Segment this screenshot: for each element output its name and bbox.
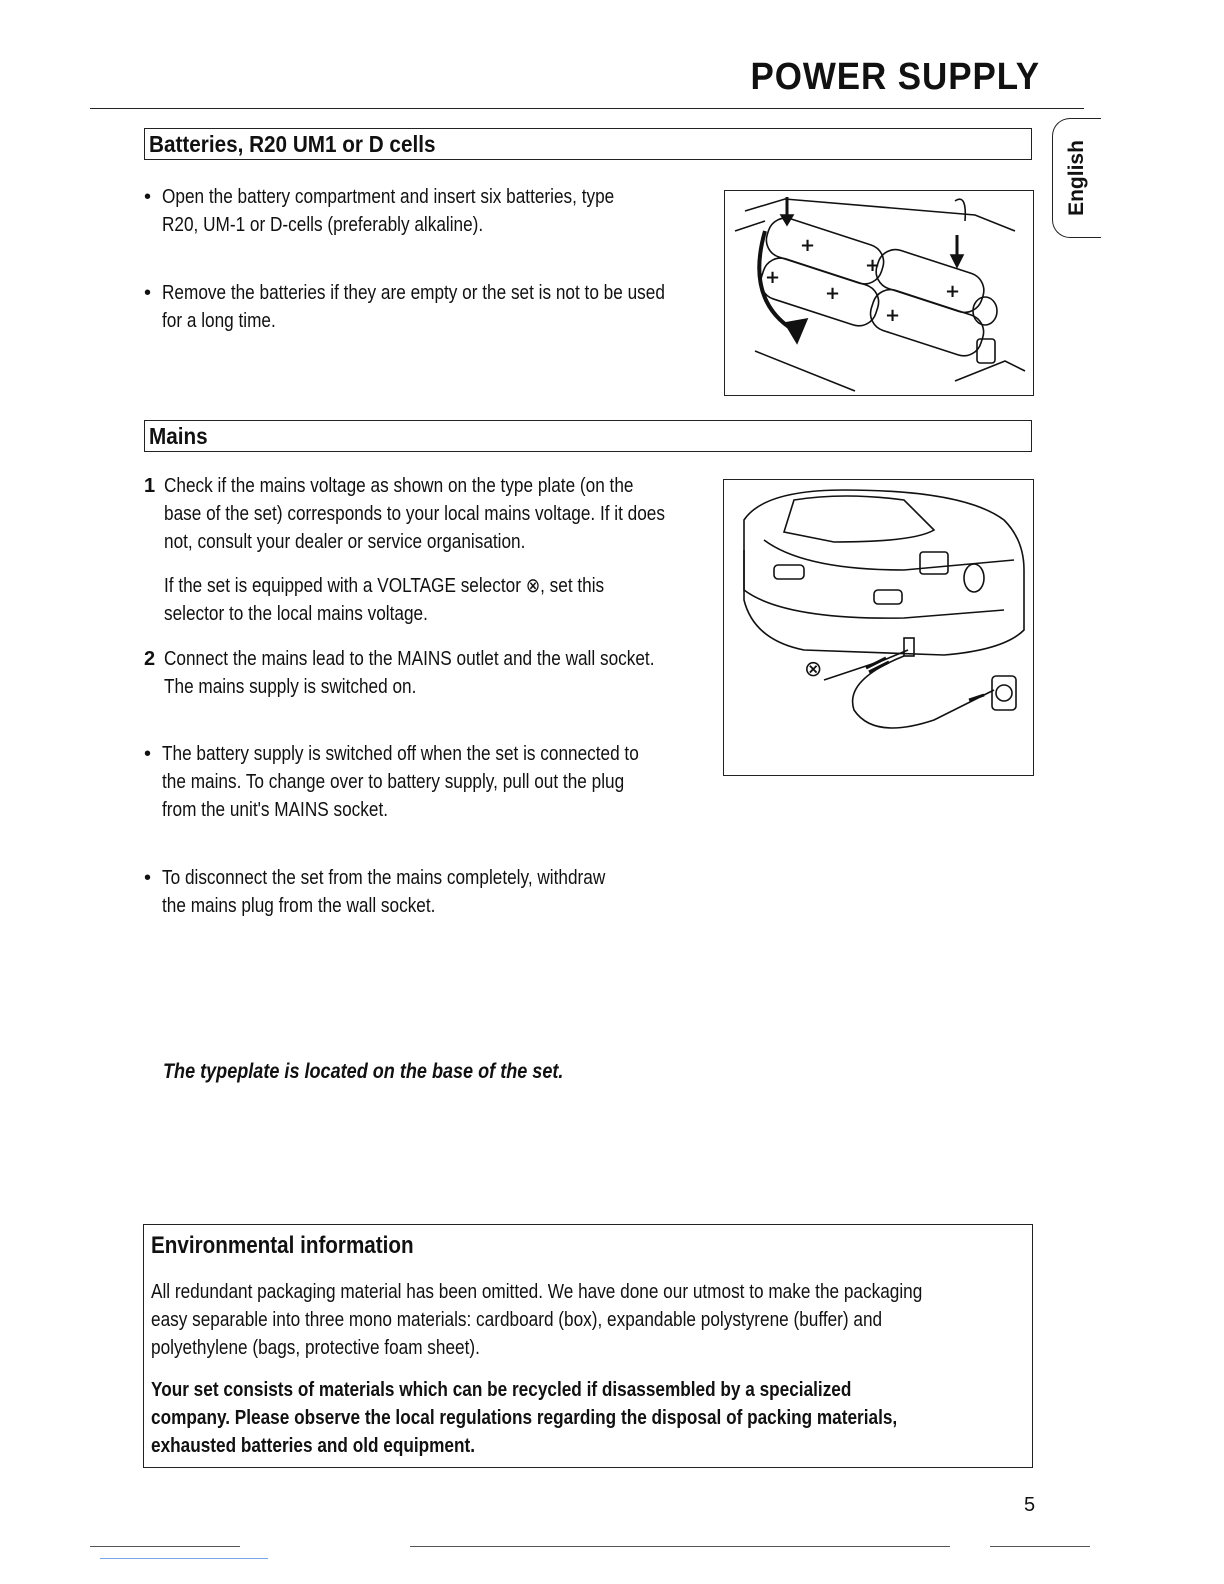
link-underline-artifact (100, 1558, 268, 1559)
svg-text:+: + (800, 235, 816, 256)
step-number: 2 (144, 648, 156, 670)
svg-text:+: + (945, 281, 961, 302)
title-rule (90, 108, 1084, 109)
recycling-notice: Your set consists of materials which can be recycled if disassembled by a specialized company. Please observe the local regulations regarding the disposal of packing materials, exhausted batteries and old equipment. (151, 1379, 898, 1457)
svg-text:+: + (885, 305, 901, 326)
svg-text:+: + (765, 267, 781, 288)
mains-connection-figure (723, 479, 1034, 776)
page-number: 5 (1024, 1494, 1036, 1516)
step-number: 1 (144, 475, 156, 497)
svg-text:+: + (825, 283, 841, 304)
battery-compartment-figure (724, 190, 1034, 396)
scan-artifact-line (410, 1546, 950, 1547)
battery-bullet-2: • Remove the batteries if they are empty or the set is not to be used for a long time. (144, 279, 747, 335)
mains-step-1: 1 Check if the mains voltage as shown on the type plate (on the base of the set) corresponds to your local mains voltage. If it does not, consult your dealer or service organisation. (144, 472, 747, 556)
scan-artifact-line (90, 1546, 240, 1547)
bullet-icon: • (144, 867, 152, 889)
mains-voltage-note: If the set is equipped with a VOLTAGE selector ⊗, set this selector to the local mains voltage. (164, 575, 605, 625)
mains-step-2: 2 Connect the mains lead to the MAINS outlet and the wall socket. The mains supply is switched on. (144, 645, 734, 701)
svg-text:+: + (865, 255, 881, 276)
scan-artifact-line (990, 1546, 1090, 1547)
mains-heading: Mains (144, 420, 1032, 452)
mains-bullet-2: • To disconnect the set from the mains completely, withdraw the mains plug from the wall socket. (144, 864, 677, 920)
bullet-icon: • (144, 282, 152, 304)
environmental-info-paragraph: All redundant packaging material has been omitted. We have done our utmost to make the packaging easy separable into three mono materials: cardboard (box), expandable polystyrene (buffer) and polyethylene (bags, protective foam sheet). (151, 1281, 923, 1359)
environmental-info-title: Environmental information (151, 1232, 414, 1259)
bullet-icon: • (144, 743, 152, 765)
page-title: POWER SUPPLY (750, 56, 1040, 98)
figure-caption: The typeplate is located on the base of the set. (163, 1060, 564, 1083)
language-tab-label: English (1065, 140, 1088, 216)
language-tab (1052, 118, 1101, 238)
batteries-heading: Batteries, R20 UM1 or D cells (144, 128, 1032, 160)
battery-compartment-illustration (725, 191, 1032, 394)
cd-radio-illustration (724, 480, 1032, 774)
mains-bullet-1: • The battery supply is switched off when the set is connected to the mains. To change over to battery supply, pull out the plug from the unit's MAINS socket. (144, 740, 716, 824)
battery-bullet-1: • Open the battery compartment and insert six batteries, type R20, UM-1 or D-cells (preferably alkaline). (144, 183, 688, 239)
bullet-icon: • (144, 186, 152, 208)
voltage-selector-label: ⊗ (804, 657, 823, 682)
